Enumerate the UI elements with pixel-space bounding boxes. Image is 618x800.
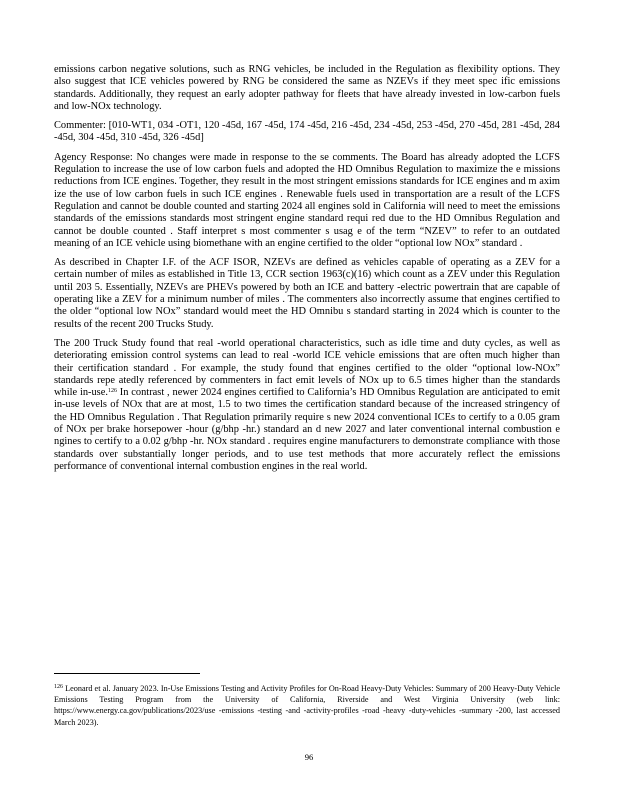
paragraph-commenters: Commenter: [010-WT1, 034 -OT1, 120 -45d, 167 -45d, 174 -45d, 216 -45d, 234 -45d, 253 -45d, 270 -45d, 281 -45d, 284 -45d, 304 -45d, 310 -45d, 326 -45d]	[54, 120, 560, 144]
paragraph-text-after-ref: In contrast , newer 2024 engines certified to California’s HD Omnibus Regulation are anticipated to emit in-use levels of NOx that are at most, 1.5 to two times the certification standard because of the increased stringency of the HD Omnibus Regulation . That Regulation primarily require s new 2024 conventional ICEs to certify to a 0.05 gram of NOx per brake horsepower -hour (g/bhp -hr.) standard an d new 2027 and later conventional internal combustion e ngines to certify to a 0.02 g/bhp -hr. NOx standard . requires engine manufacturers to demonstrate compliance with those standards over substantially longer periods, and to use test methods that more accurately reflect the emissions performance of conventional internal combustion engines in the real world.	[54, 387, 560, 472]
footnote-divider	[54, 673, 200, 674]
paragraph-text-before-ref: The 200 Truck Study found that real -world operational characteristics, such as idle time and duty cycles, as well as deteriorating emission control systems can lead to real -world ICE vehicle emissions that are often much higher than their certification standard . For example, the study found that engines certified to the older “optional low-NOx” standards repe atedly referenced by commenters in fact emit levels of NOx up to 6.5 times higher than the standards while in-use.	[54, 337, 560, 399]
footnote-reference[interactable]: 126	[107, 388, 117, 395]
paragraph-agency-response: Agency Response: No changes were made in response to the se comments. The Board has already adopted the LCFS Regulation to increase the use of low carbon fuels and adopted the HD Omnibus Regulation to maximize the e missions reductions from ICE engines. Together, they result in the most stringent emissions standards for ICE engines and m axim ize the use of low carbon fuels in such ICE engines . Renewable fuels used in transportation are a result of the LCFS Regulation and cannot be double counted and starting 2024 all engines sold in California will need to meet the emissions standards of the emissions standards most stringent engine standard requi red due to the HD Omnibus Regulation and cannot be double counted . Staff interpret s most commenter s usag e of the term “NZEV” to refer to an outdated meaning of an ICE vehicle using biomethane with an engine certified to the older “optional low NOx” standard .	[54, 151, 560, 249]
footnote	[54, 683, 560, 728]
footnote-number: 126	[54, 684, 63, 690]
page-number: 96	[304, 752, 314, 762]
document-body	[54, 64, 560, 480]
paragraph-rng-request: emissions carbon negative solutions, such as RNG vehicles, be included in the Regulation as flexibility options. They also suggest that ICE vehicles powered by RNG be considered the same as NZEVs if they meet spec ific emissions standards. Additionally, they request an early adopter pathway for fleets that have already invested in low-carbon fuels and low-NOx technology.	[54, 64, 560, 112]
paragraph-nzev-definition: As described in Chapter I.F. of the ACF ISOR, NZEVs are defined as vehicles capable of operating as a ZEV for a certain number of miles as established in Title 13, CCR section 1963(c)(16) which count as a ZEV under this Regulation until 203 5. Essentially, NZEVs are PHEVs powered by both an ICE and battery -electric powertrain that are capable of operating like a ZEV for a minimum number of miles . The commenters also incorrectly assume that engines certified to the older “optional low NOx” standard would meet the HD Omnibu s standard starting in 2024 which is counter to the results of the recent 200 Trucks Study.	[54, 257, 560, 330]
paragraph-200-truck-study	[54, 338, 560, 473]
footnote-text: Leonard et al. January 2023. In-Use Emissions Testing and Activity Profiles for On-Road Heavy-Duty Vehicles: Summary of 200 Heavy-Duty Vehicle Emissions Testing Program from the University of California, Riverside and West Virginia University (web link: https://www.energy.ca.gov/publications/2023/use -emissions -testing -and -activity-profiles -road -heavy -duty-vehicles -summary -200, last accessed March 2023).	[54, 684, 560, 727]
